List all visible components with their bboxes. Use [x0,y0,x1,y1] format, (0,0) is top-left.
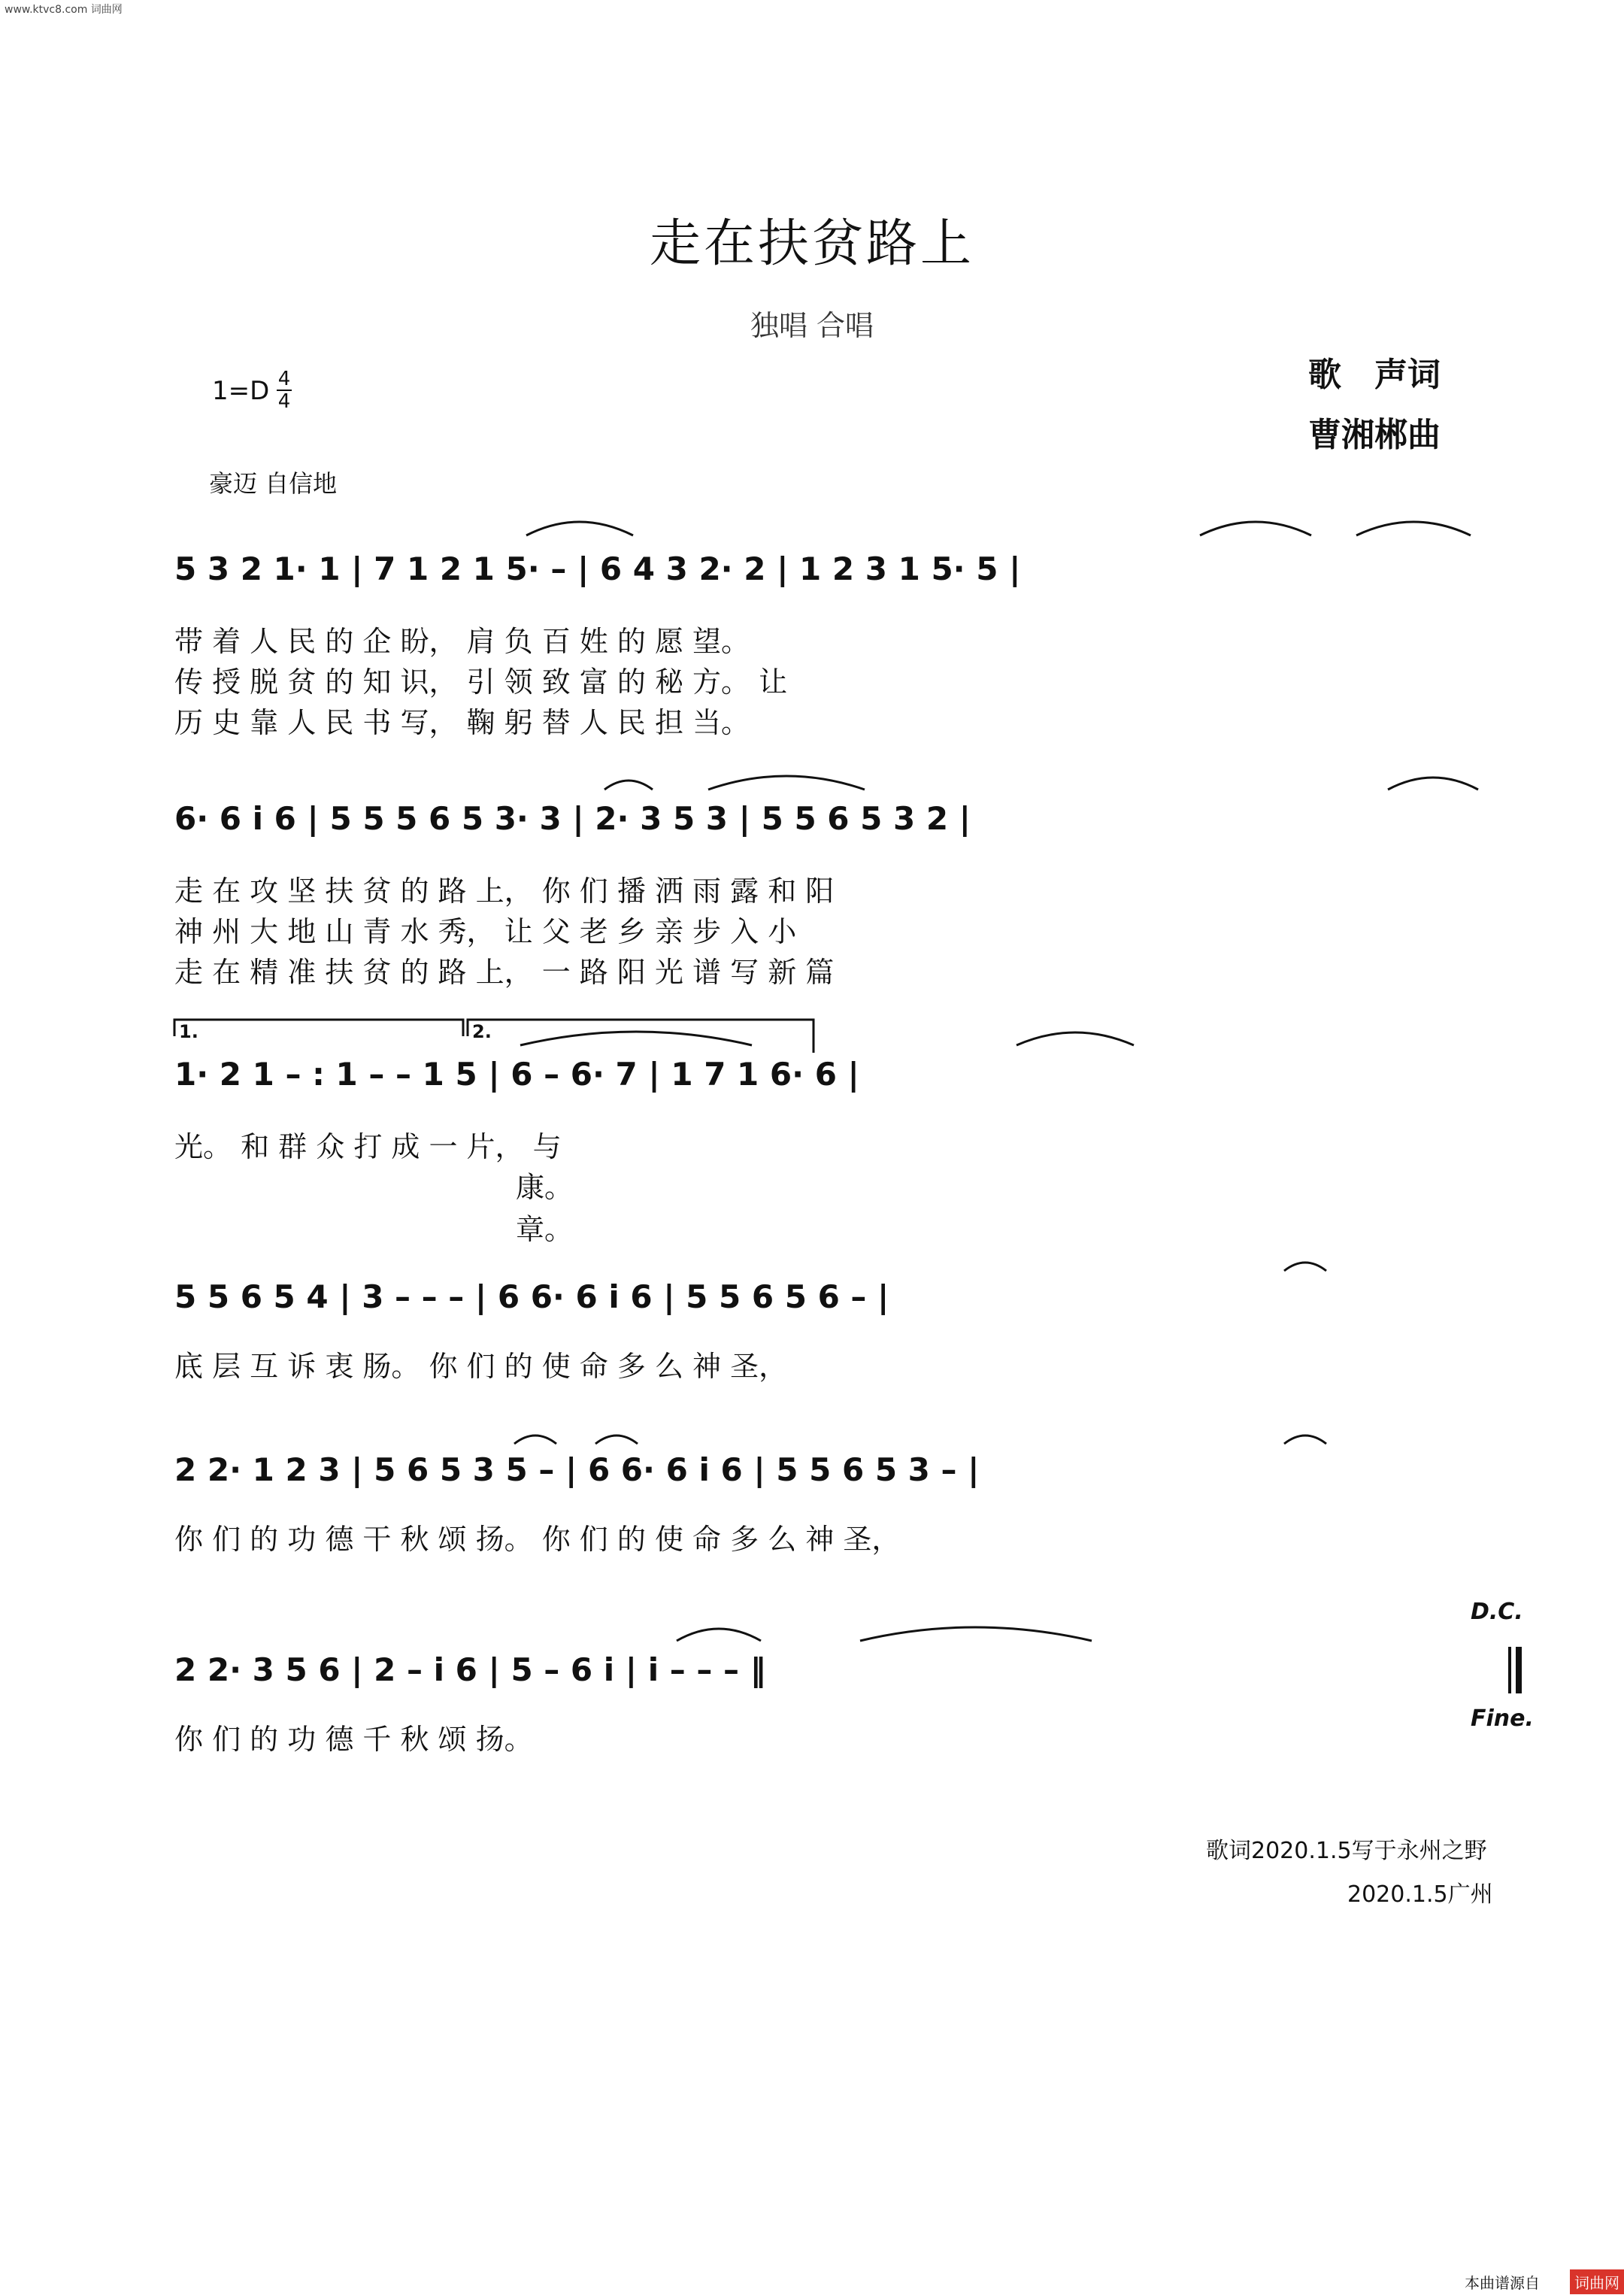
lyrics-line-3b: 康。 [516,1171,574,1204]
notes-line-5: 2 2· 1 2 3 | 5 6 5 3 5 – | 6 6· 6 i 6 | 5 5 6 5 3 – | [174,1451,980,1488]
slur [595,1436,638,1444]
lyrics-line-4: 底 层 互 诉 衷 肠。 你 们 的 使 命 多 么 神 圣， [174,1350,788,1383]
notes-line-1: 5 3 2 1· 1 | 7 1 2 1 5· – | 6 4 3 2· 2 | 1 2 3 1 5· 5 | [174,550,1021,587]
tempo-marking: 豪迈 自信地 [209,469,338,498]
volta-1-bracket [174,1020,463,1036]
lyrics-line-5: 你 们 的 功 德 干 秋 颂 扬。 你 们 的 使 命 多 么 神 圣， [174,1523,901,1556]
slur [1200,522,1311,535]
slur [1284,1436,1326,1444]
volta-2-bracket [468,1020,814,1053]
final-barline-thick [1516,1647,1522,1693]
music-date-note: 2020.1.5广州 [1347,1881,1493,1908]
notes-line-2: 6· 6 i 6 | 5 5 5 6 5 3· 3 | 2· 3 5 3 | 5 5 6 5 3 2 | [174,800,971,837]
lyrics-line-2a: 走 在 攻 坚 扶 贫 的 路 上， 你 们 播 洒 雨 露 和 阳 [174,875,835,908]
key-signature: 1=D [212,376,270,406]
notes-line-3: 1· 2 1 – : 1 – – 1 5 | 6 – 6· 7 | 1 7 1 6· 6 | [174,1056,859,1093]
notes-line-4: 5 5 6 5 4 | 3 – – – | 6 6· 6 i 6 | 5 5 6 5 6 – | [174,1278,889,1315]
slur [1388,778,1478,790]
final-barline-thin [1508,1647,1511,1693]
volta-2-label: 2. [472,1021,492,1042]
slur [1356,522,1471,535]
slur [604,781,653,790]
notes-line-6: 2 2· 3 5 6 | 2 – i 6 | 5 – 6 i | i – – – ‖ [174,1651,766,1688]
lyrics-line-3c: 章。 [516,1213,574,1246]
lyrics-line-3a: 光。 和 群 众 打 成 一 片， 与 [174,1130,562,1163]
slur [860,1627,1092,1641]
fine-marking: Fine. [1471,1705,1534,1732]
composer-credit: 曹湘郴曲 [1308,416,1441,454]
song-title: 走在扶贫路上 [649,214,974,274]
site-badge: 词曲网 [1570,2269,1624,2294]
slur [526,522,633,535]
lyrics-line-1c: 历 史 靠 人 民 书 写， 鞠 躬 替 人 民 担 当。 [174,706,750,739]
site-watermark: www.ktvc8.com 词曲网 [5,4,123,16]
source-badge: 本曲谱源自 [1465,2274,1540,2292]
slur [708,776,865,790]
lyric-date-note: 歌词2020.1.5写于永州之野 [1206,1838,1487,1864]
lyrics-line-2c: 走 在 精 准 扶 贫 的 路 上， 一 路 阳 光 谱 写 新 篇 [174,956,835,989]
lyrics-line-1a: 带 着 人 民 的 企 盼， 肩 负 百 姓 的 愿 望。 [174,625,750,658]
volta-1-label: 1. [179,1021,198,1042]
slur [1017,1032,1134,1045]
slur [514,1436,556,1444]
slur [1284,1263,1326,1271]
slur [677,1629,761,1641]
lyrics-line-6: 你 们 的 功 德 千 秋 颂 扬。 [174,1723,533,1756]
song-subtitle: 独唱 合唱 [750,309,874,342]
lyrics-line-2b: 神 州 大 地 山 青 水 秀， 让 父 老 乡 亲 步 入 小 [174,915,797,948]
time-signature-denominator: 4 [277,390,291,413]
lyrics-line-1b: 传 授 脱 贫 的 知 识， 引 领 致 富 的 秘 方。 让 [174,665,788,699]
lyricist-credit: 歌 声词 [1308,356,1441,394]
dc-marking: D.C. [1471,1599,1523,1625]
time-signature-numerator: 4 [277,368,291,390]
slur [520,1032,752,1045]
